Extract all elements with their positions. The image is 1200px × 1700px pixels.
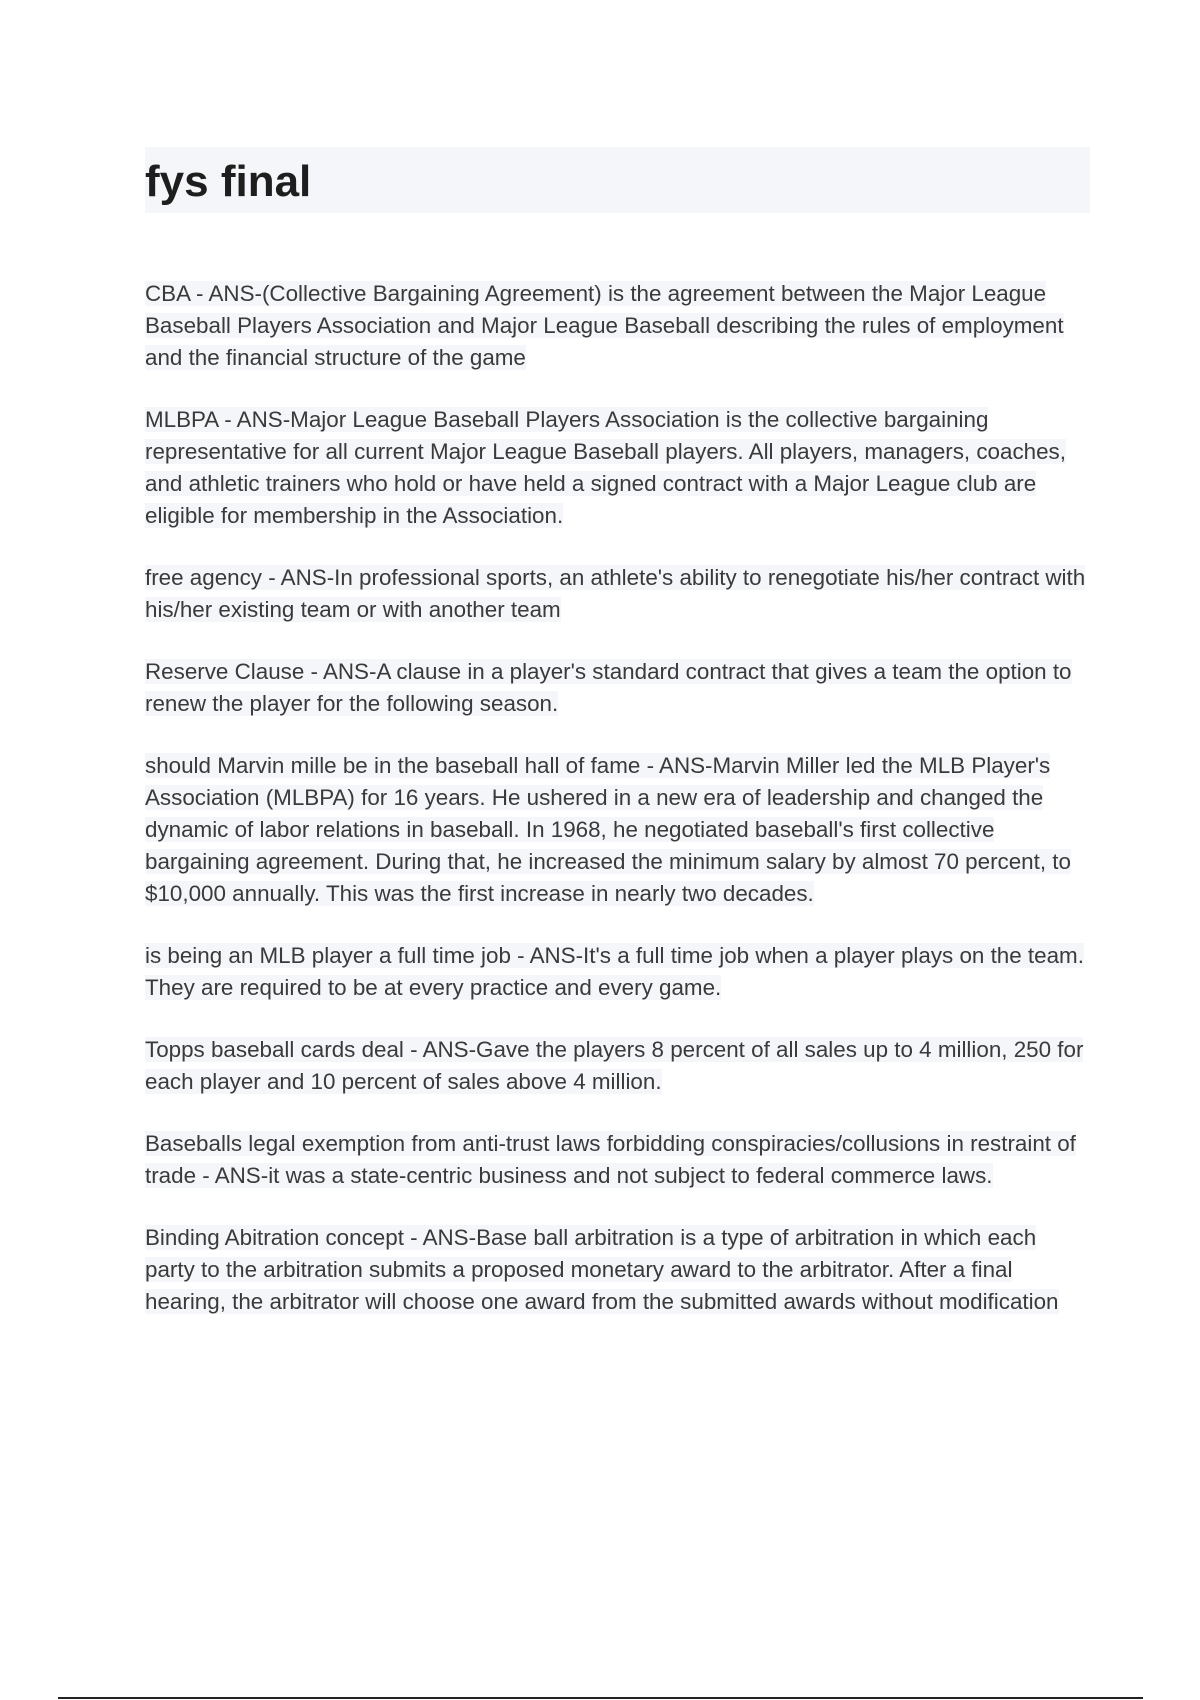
entry-text: Binding Abitration concept - ANS-Base ball arbitration is a type of arbitration in which each party to the arbitration submits a proposed monetary award to the arbitrator. After a final hearing, the arbitrator will choose one award from the submitted awards without modification (145, 1225, 1059, 1314)
entry-cba (145, 278, 1090, 374)
entry-binding-arbitration (145, 1222, 1090, 1318)
entry-text: MLBPA - ANS-Major League Baseball Players Association is the collective bargaining representative for all current Major League Baseball players. All players, managers, coaches, and athletic trainers who hold or have held a signed contract with a Major League club are eligible for membership in the Association. (145, 407, 1066, 528)
entry-text: Reserve Clause - ANS-A clause in a player's standard contract that gives a team the option to renew the player for the following season. (145, 659, 1072, 716)
entry-text: free agency - ANS-In professional sports, an athlete's ability to renegotiate his/her contract with his/her existing team or with another team (145, 565, 1086, 622)
document-page (145, 147, 1090, 1348)
entry-marvin-miller (145, 750, 1090, 910)
entry-mlbpa (145, 404, 1090, 532)
entry-text: Topps baseball cards deal - ANS-Gave the players 8 percent of all sales up to 4 million, 250 for each player and 10 percent of sales above 4 million. (145, 1037, 1084, 1094)
document-title: fys final (145, 157, 312, 206)
footer-divider (58, 1697, 1143, 1699)
entry-topps-deal (145, 1034, 1090, 1098)
entry-antitrust-exemption (145, 1128, 1090, 1192)
entry-text: Baseballs legal exemption from anti-trust laws forbidding conspiracies/collusions in restraint of trade - ANS-it was a state-centric business and not subject to federal commerce laws. (145, 1131, 1076, 1188)
entry-reserve-clause (145, 656, 1090, 720)
entry-text: is being an MLB player a full time job - ANS-It's a full time job when a player plays on the team. They are required to be at every practice and every game. (145, 943, 1084, 1000)
entry-free-agency (145, 562, 1090, 626)
title-band (145, 147, 1090, 213)
entry-text: CBA - ANS-(Collective Bargaining Agreement) is the agreement between the Major League Baseball Players Association and Major League Baseball describing the rules of employment and the financial structure of the game (145, 281, 1064, 370)
entry-list (145, 278, 1090, 1318)
entry-text: should Marvin mille be in the baseball hall of fame - ANS-Marvin Miller led the MLB Player's Association (MLBPA) for 16 years. He ushered in a new era of leadership and changed the dynamic of labor relations in baseball. In 1968, he negotiated baseball's first collective bargaining agreement. During that, he increased the minimum salary by almost 70 percent, to $10,000 annually. This was the first increase in nearly two decades. (145, 753, 1071, 906)
entry-full-time-job (145, 940, 1090, 1004)
